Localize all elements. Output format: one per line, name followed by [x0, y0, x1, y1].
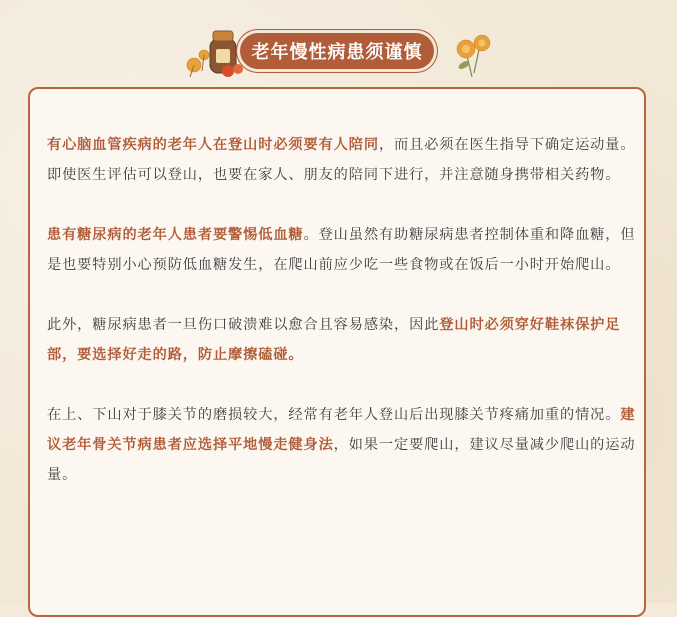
- body-text: ，而且必须在医生指导下确定运动量。即使医生评估可以登山，也要在家人、朋友的陪同下进行，并注意随身携带相关药物。: [47, 137, 636, 183]
- highlighted-text: 登山时必须穿好鞋袜保护足部，要选择好走的路，防止摩擦磕碰。: [47, 317, 621, 363]
- highlighted-text: 有心脑血管疾病的老年人在登山时必须要有人陪同: [47, 137, 379, 153]
- chrysanthemum-icon: [446, 27, 498, 79]
- highlighted-text: 建议老年骨关节病患者应选择平地慢走健身法: [47, 407, 636, 453]
- body-text: 此外，糖尿病患者一旦伤口破溃难以愈合且容易感染，因此: [47, 317, 440, 333]
- paragraph-3: [47, 310, 637, 370]
- body-text: 。登山虽然有助糖尿病患者控制体重和降血糖，但是也要特别小心预防低血糖发生，在爬山前应少吃一些食物或在饭后一小时开始爬山。: [47, 227, 636, 273]
- paragraph-2: [47, 220, 637, 280]
- highlighted-text: 患有糖尿病的老年人患者要警惕低血糖: [47, 227, 304, 243]
- body-text: 在上、下山对于膝关节的磨损较大，经常有老年人登山后出现膝关节疼痛加重的情况。: [47, 407, 621, 423]
- body-text: ，如果一定要爬山，建议尽量减少爬山的运动量。: [47, 437, 636, 483]
- page-title: 老年慢性病患须谨慎: [251, 42, 423, 63]
- title-banner: [180, 25, 498, 81]
- article-body: [47, 130, 637, 520]
- title-pill: [240, 33, 434, 69]
- paragraph-1: [47, 130, 637, 190]
- paragraph-4: [47, 400, 637, 490]
